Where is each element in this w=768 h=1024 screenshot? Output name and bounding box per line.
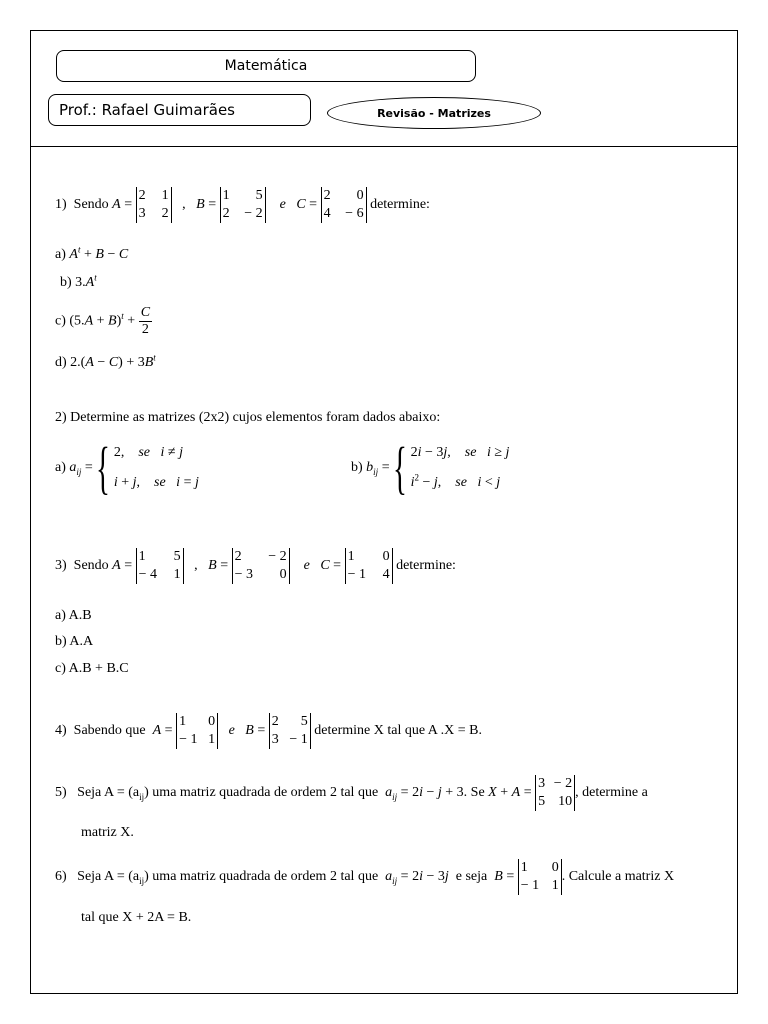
- q2-item-b: b) $b_{ij}$ = { 2i − 3j, se i ≥ j $i^2 - j$, se i < j: [351, 435, 510, 500]
- q5-statement: 5) Seja $A = (a_{ij})$ uma matriz quadrada de ordem 2 tal que $a_{ij} = 2i - j + 3$. Se X + A = 3 − 2 5 10 , determine a: [55, 776, 648, 809]
- q2-item-a: a) $a_{ij}$ = { 2, se i ≠ j i + j, se i = j: [55, 435, 199, 500]
- header-divider: [31, 146, 737, 147]
- topic-label: Revisão - Matrizes: [377, 106, 491, 120]
- subject-title-box: [56, 50, 476, 82]
- q1-item-a: a) $A^t + B - C$: [55, 244, 129, 262]
- q3-item-c: c) A.B + B.C: [55, 661, 129, 676]
- q1-item-c: c) $(5.A + B)^t$ + $\frac{C}{2}$: [55, 305, 151, 337]
- q1-statement: 1) Sendo A = 2 1 3 2 , B = 1 5 2 − 2 e C = 2 0 4 − 6 determine:: [55, 188, 430, 221]
- worksheet: [30, 30, 738, 994]
- subject-title: Matemática: [224, 58, 308, 74]
- q3-item-b: b) A.A: [55, 634, 94, 649]
- q6-matrix-b: 1 0 − 1 1: [518, 859, 562, 895]
- q5-line2: matriz X.: [81, 825, 134, 840]
- teacher-box: [48, 94, 311, 126]
- q4-statement: 4) Sabendo que A = 1 0 − 1 1 e B = 2 5 3 − 1 determine X tal que A .X = B.: [55, 714, 482, 747]
- q3-matrix-b: 2 − 2 − 3 0: [232, 548, 290, 584]
- q6-statement: 6) Seja $A = (a_{ij})$ uma matriz quadrada de ordem 2 tal que $a_{ij} = 2i - 3j$ e seja B = 1 0 − 1 1 . Calcule a matriz X: [55, 860, 675, 893]
- q5-matrix: 3 − 2 5 10: [535, 775, 575, 811]
- q3-item-a: a) A.B: [55, 608, 92, 623]
- q4-matrix-a: 1 0 − 1 1: [176, 713, 218, 749]
- q3-statement: 3) Sendo A = 1 5 − 4 1 , B = 2 − 2 − 3 0 e C = 1 0 − 1 4 determine:: [55, 549, 456, 582]
- q1-matrix-b: 1 5 2 − 2: [220, 187, 266, 223]
- q6-line2: tal que X + 2A = B.: [81, 910, 192, 925]
- q2-statement: 2) Determine as matrizes (2x2) cujos elementos foram dados abaixo:: [55, 410, 441, 425]
- q4-matrix-b: 2 5 3 − 1: [269, 713, 311, 749]
- q1-matrix-a: 2 1 3 2: [136, 187, 172, 223]
- q1-item-d: d) $2.(A - C) + 3B^t$: [55, 352, 156, 370]
- q3-matrix-c: 1 0 − 1 4: [345, 548, 393, 584]
- q1-item-b: b) $3.A^t$: [60, 272, 97, 290]
- teacher-name: Prof.: Rafael Guimarães: [59, 101, 236, 119]
- topic-oval: [327, 97, 541, 129]
- q1-matrix-c: 2 0 4 − 6: [321, 187, 367, 223]
- q3-matrix-a: 1 5 − 4 1: [136, 548, 184, 584]
